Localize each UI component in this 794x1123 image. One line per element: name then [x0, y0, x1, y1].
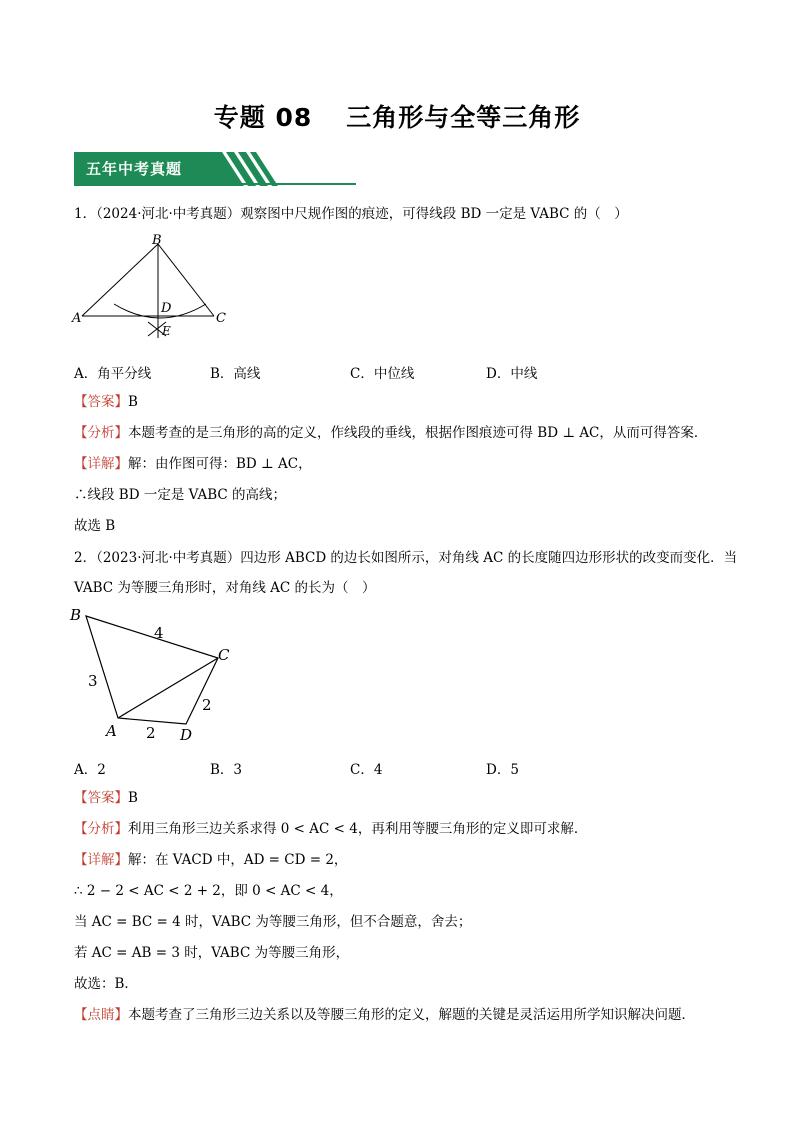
detail-tag: 【详解】: [74, 852, 128, 868]
q2-option-b: B．3: [210, 762, 243, 778]
analysis-text: 本题考查的是三角形的高的定义，作线段的垂线，根据作图痕迹可得 BD ⊥ AC，从而可得答案．: [128, 425, 708, 441]
detail-text: 解：在 VACD 中，AD = CD = 2，: [128, 852, 348, 868]
answer-tag: 【答案】: [74, 394, 128, 410]
title-number: 专题 08: [213, 103, 313, 132]
analysis-tag: 【分析】: [74, 821, 128, 837]
q1-option-b: B．高线: [210, 366, 261, 382]
q2-answer: [74, 788, 138, 808]
q1-choose: 故选 B: [74, 518, 116, 534]
answer-value: B: [128, 394, 138, 410]
analysis-tag: 【分析】: [74, 425, 128, 441]
page-title: [0, 98, 794, 134]
title-text: 三角形与全等三角形: [346, 103, 581, 132]
q2-label-a: A: [106, 722, 117, 740]
q2-analysis: [74, 819, 587, 839]
q2-length-ad: 2: [146, 724, 156, 742]
detail-text: 解：由作图可得：BD ⊥ AC，: [128, 456, 312, 472]
q2-figure: [66, 604, 246, 744]
q2-length-cd: 2: [202, 696, 212, 714]
q1-label-c: C: [216, 311, 226, 326]
q2-line-c: 若 AC = AB = 3 时，VABC 为等腰三角形，: [74, 945, 350, 961]
answer-value: B: [128, 790, 138, 806]
q2-stem-line2: VABC 为等腰三角形时，对角线 AC 的长为（ ）: [74, 580, 376, 596]
q1-figure: [70, 232, 240, 344]
q2-length-bc: 4: [154, 624, 164, 642]
q1-answer: [74, 392, 138, 412]
q1-label-d: D: [161, 301, 172, 316]
q1-option-c: C．中位线: [350, 366, 415, 382]
q2-option-c: C．4: [350, 762, 383, 778]
comment-tag: 【点睛】: [74, 1007, 128, 1023]
q1-label-e: E: [162, 324, 171, 338]
q2-line-b: 当 AC = BC = 4 时，VABC 为等腰三角形，但不合题意，舍去；: [74, 914, 472, 930]
q2-label-c: C: [218, 646, 230, 664]
q1-analysis: [74, 423, 707, 443]
q2-label-b: B: [70, 606, 82, 624]
q1-therefore: ∴线段 BD 一定是 VABC 的高线；: [74, 487, 286, 503]
q2-comment: [74, 1005, 695, 1025]
q2-line-a: ∴ 2 − 2 < AC < 2 + 2，即 0 < AC < 4，: [74, 883, 343, 899]
q1-option-d: D．中线: [486, 366, 538, 382]
q2-length-ab: 3: [88, 672, 98, 690]
q2-option-a: A．2: [74, 762, 106, 778]
q1-label-b: B: [152, 233, 162, 248]
analysis-text: 利用三角形三边关系求得 0 < AC < 4，再利用等腰三角形的定义即可求解．: [128, 821, 588, 837]
q2-label-d: D: [180, 726, 193, 744]
comment-text: 本题考查了三角形三边关系以及等腰三角形的定义，解题的关键是灵活运用所学知识解决问题．: [128, 1007, 695, 1023]
q1-label-a: A: [72, 311, 82, 326]
answer-tag: 【答案】: [74, 790, 128, 806]
detail-tag: 【详解】: [74, 456, 128, 472]
section-label: 五年中考真题: [86, 160, 183, 178]
q1-stem: 1．（2024·河北·中考真题）观察图中尺规作图的痕迹，可得线段 BD 一定是 VABC 的（ ）: [74, 206, 628, 222]
section-rule: [74, 183, 356, 185]
q1-detail: [74, 454, 312, 474]
q1-option-a: A．角平分线: [74, 366, 152, 382]
q2-detail: [74, 850, 347, 870]
q2-stem-line1: 2．（2023·河北·中考真题）四边形 ABCD 的边长如图所示，对角线 AC 的长度随四边形形状的改变而变化．当: [74, 550, 738, 566]
q2-choose: 故选：B．: [74, 976, 138, 992]
q2-option-d: D．5: [486, 762, 519, 778]
